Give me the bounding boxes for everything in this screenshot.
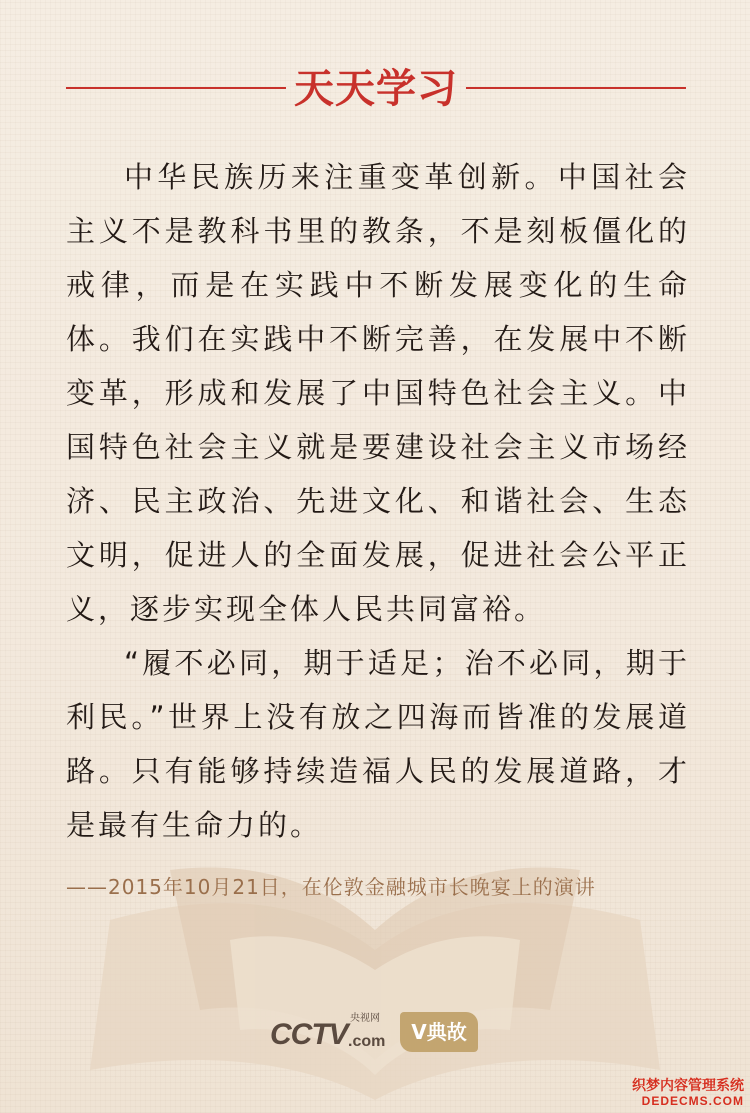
watermark-domain: DEDECMS.COM: [641, 1094, 744, 1108]
cctv-logo-domain: .com: [348, 1033, 386, 1050]
header-rule-left: [66, 87, 286, 89]
paragraph: “履不必同，期于适足；治不必同，期于利民。”世界上没有放之四海而皆准的发展道路。只有能够持续造福人民的发展道路，才是最有生命力的。: [66, 646, 690, 842]
logo-bar: [0, 1012, 750, 1060]
article-body: [66, 150, 690, 852]
header-rule-right: [466, 87, 686, 89]
cctv-logo-subtitle: 央视网: [350, 1013, 380, 1024]
cctv-logo: [270, 1013, 390, 1058]
quote-source: ——2015年10月21日，在伦敦金融城市长晚宴上的演讲: [66, 875, 596, 899]
paragraph: 中华民族历来注重变革创新。中国社会主义不是教科书里的教条，不是刻板僵化的戒律，而是在实践中不断发展变化的生命体。我们在实践中不断完善，在发展中不断变革，形成和发展了中国特色社会主义。中国特色社会主义就是要建设社会主义市场经济、民主政治、先进文化、和谐社会、生态文明，促进人的全面发展，促进社会公平正义，逐步实现全体人民共同富裕。: [66, 160, 690, 626]
page-title: 天天学习: [294, 65, 458, 112]
cctv-logo-text: CCTV: [270, 1018, 348, 1051]
watermark: [632, 1077, 744, 1109]
watermark-title: 织梦内容管理系统: [632, 1077, 744, 1093]
v-diangu-badge: V典故: [400, 1012, 478, 1052]
page-header: [0, 62, 750, 116]
